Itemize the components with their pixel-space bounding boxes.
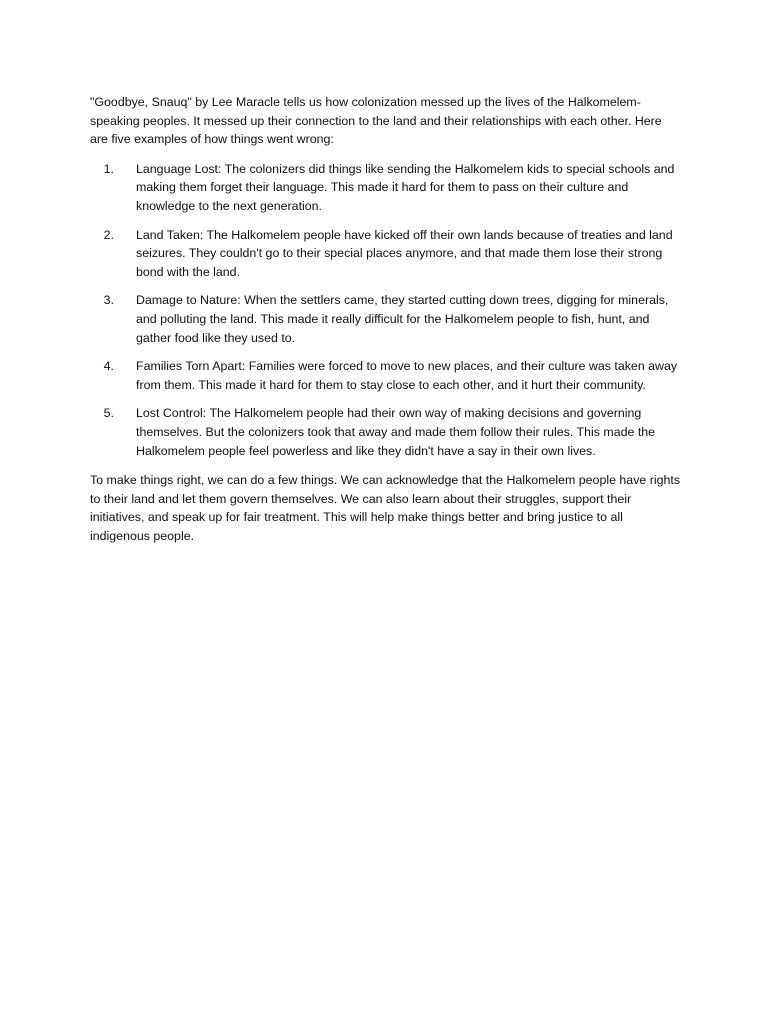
list-item-number: 2. [103,227,114,242]
intro-paragraph: "Goodbye, Snauq" by Lee Maracle tells us how colonization messed up the lives of the Halkomelem-speaking peoples. It messed up their connection to the land and their relationships with each other. Here are five examples of how things went wrong: [90,95,662,147]
list-item-text: Damage to Nature: When the settlers came, they started cutting down trees, digging for minerals, and polluting the land. This made it really difficult for the Halkomelem people to fish, hunt, and gather food like they used to. [136,293,669,345]
list-item-text: Language Lost: The colonizers did things like sending the Halkomelem kids to special schools and making them forget their language. This made it hard for them to pass on their culture and knowledge to the next generation. [136,161,675,213]
list-item [90,357,682,394]
list-item [90,226,682,282]
list-item-text: Lost Control: The Halkomelem people had their own way of making decisions and governing themselves. But the colonizers took that away and made them follow their rules. This made the Halkomelem people feel powerless and like they didn't have a say in their own lives. [136,406,656,458]
list-item [90,160,682,216]
list-item [90,404,682,460]
conclusion-paragraph: To make things right, we can do a few things. We can acknowledge that the Halkomelem people have rights to their land and let them govern themselves. We can also learn about their struggles, support their initiatives, and speak up for fair treatment. This will help make things better and bring justice to all indigenous people. [90,473,681,543]
list-item-text: Families Torn Apart: Families were forced to move to new places, and their culture was taken away from them. This made it hard for them to stay close to each other, and it hurt their community. [136,359,678,392]
examples-list [90,160,682,460]
list-item-number: 5. [103,406,114,421]
list-item [90,291,682,347]
list-item-number: 1. [103,161,114,176]
list-item-number: 3. [103,293,114,308]
list-item-text: Land Taken: The Halkomelem people have kicked off their own lands because of treaties and land seizures. They couldn't go to their special places anymore, and that made them lose their strong bond with the land. [136,227,673,279]
list-item-number: 4. [103,359,114,374]
